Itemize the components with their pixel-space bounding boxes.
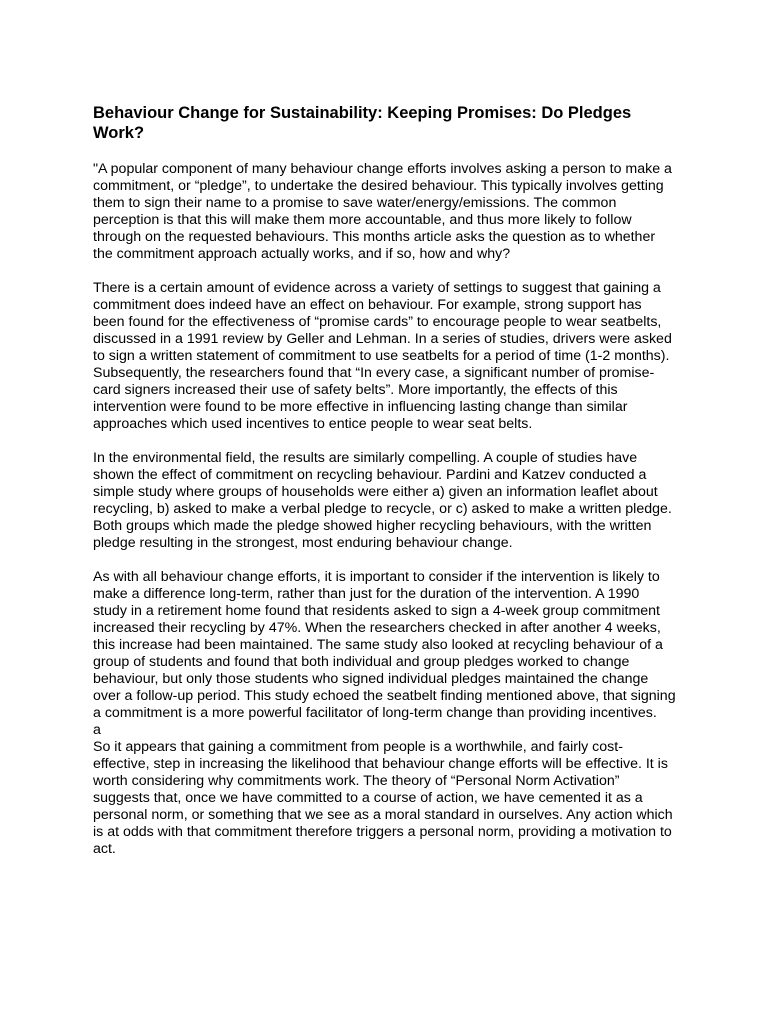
document-title: Behaviour Change for Sustainability: Keeping Promises: Do Pledges Work? [93, 104, 632, 142]
paragraph-recycling: In the environmental field, the results are similarly compelling. A couple of studies have shown the effect of commitment on recycling behaviour. Pardini and Katzev conducted a simple study where groups of households were either a) given an information leaflet about recycling, b) asked to make a verbal pledge to recycle, or c) asked to make a written pledge. Both groups which made the pledge showed higher recycling behaviours, with the written pledge resulting in the strongest, most enduring behaviour change. [93, 450, 672, 551]
paragraph-seatbelts: There is a certain amount of evidence across a variety of settings to suggest that gaining a commitment does indeed have an effect on behaviour. For example, strong support has been found for the effectiveness of “promise cards” to encourage people to wear seatbelts, discussed in a 1991 review by Geller and Lehman. In a series of studies, drivers were asked to sign a written statement of commitment to use seatbelts for a period of time (1-2 months). Subsequently, the researchers found that “In every case, a significant number of promise-card signers increased their use of safety belts”. More importantly, the effects of this intervention were found to be more effective in influencing lasting change than similar approaches which used incentives to entice people to wear seat belts. [93, 280, 672, 432]
stray-line: a [93, 722, 101, 738]
paragraph-long-term: As with all behaviour change efforts, it is important to consider if the intervention is likely to make a difference long-term, rather than just for the duration of the intervention. A 1990 study in a retirement home found that residents asked to sign a 4-week group commitment increased their recycling by 47%. When the researchers checked in after another 4 weeks, this increase had been maintained. The same study also looked at recycling behaviour of a group of students and found that both individual and group pledges worked to change behaviour, but only those students who signed individual pledges maintained the change over a follow-up period. This study echoed the seatbelt finding mentioned above, that signing a commitment is a more powerful facilitator of long-term change than providing incentives. [93, 569, 676, 721]
document-page [93, 103, 676, 875]
paragraph-conclusion: So it appears that gaining a commitment from people is a worthwhile, and fairly cost-effective, step in increasing the likelihood that behaviour change efforts will be effective. It is worth considering why commitments work. The theory of “Personal Norm Activation” suggests that, once we have committed to a course of action, we have cemented it as a personal norm, or something that we see as a moral standard in ourselves. Any action which is at odds with that commitment therefore triggers a personal norm, providing a motivation to act. [93, 739, 673, 857]
paragraph-intro: "A popular component of many behaviour change efforts involves asking a person to make a commitment, or “pledge”, to undertake the desired behaviour. This typically involves getting them to sign their name to a promise to save water/energy/emissions. The common perception is that this will make them more accountable, and thus more likely to follow through on the requested behaviours. This months article asks the question as to whether the commitment approach actually works, and if so, how and why? [93, 161, 672, 262]
